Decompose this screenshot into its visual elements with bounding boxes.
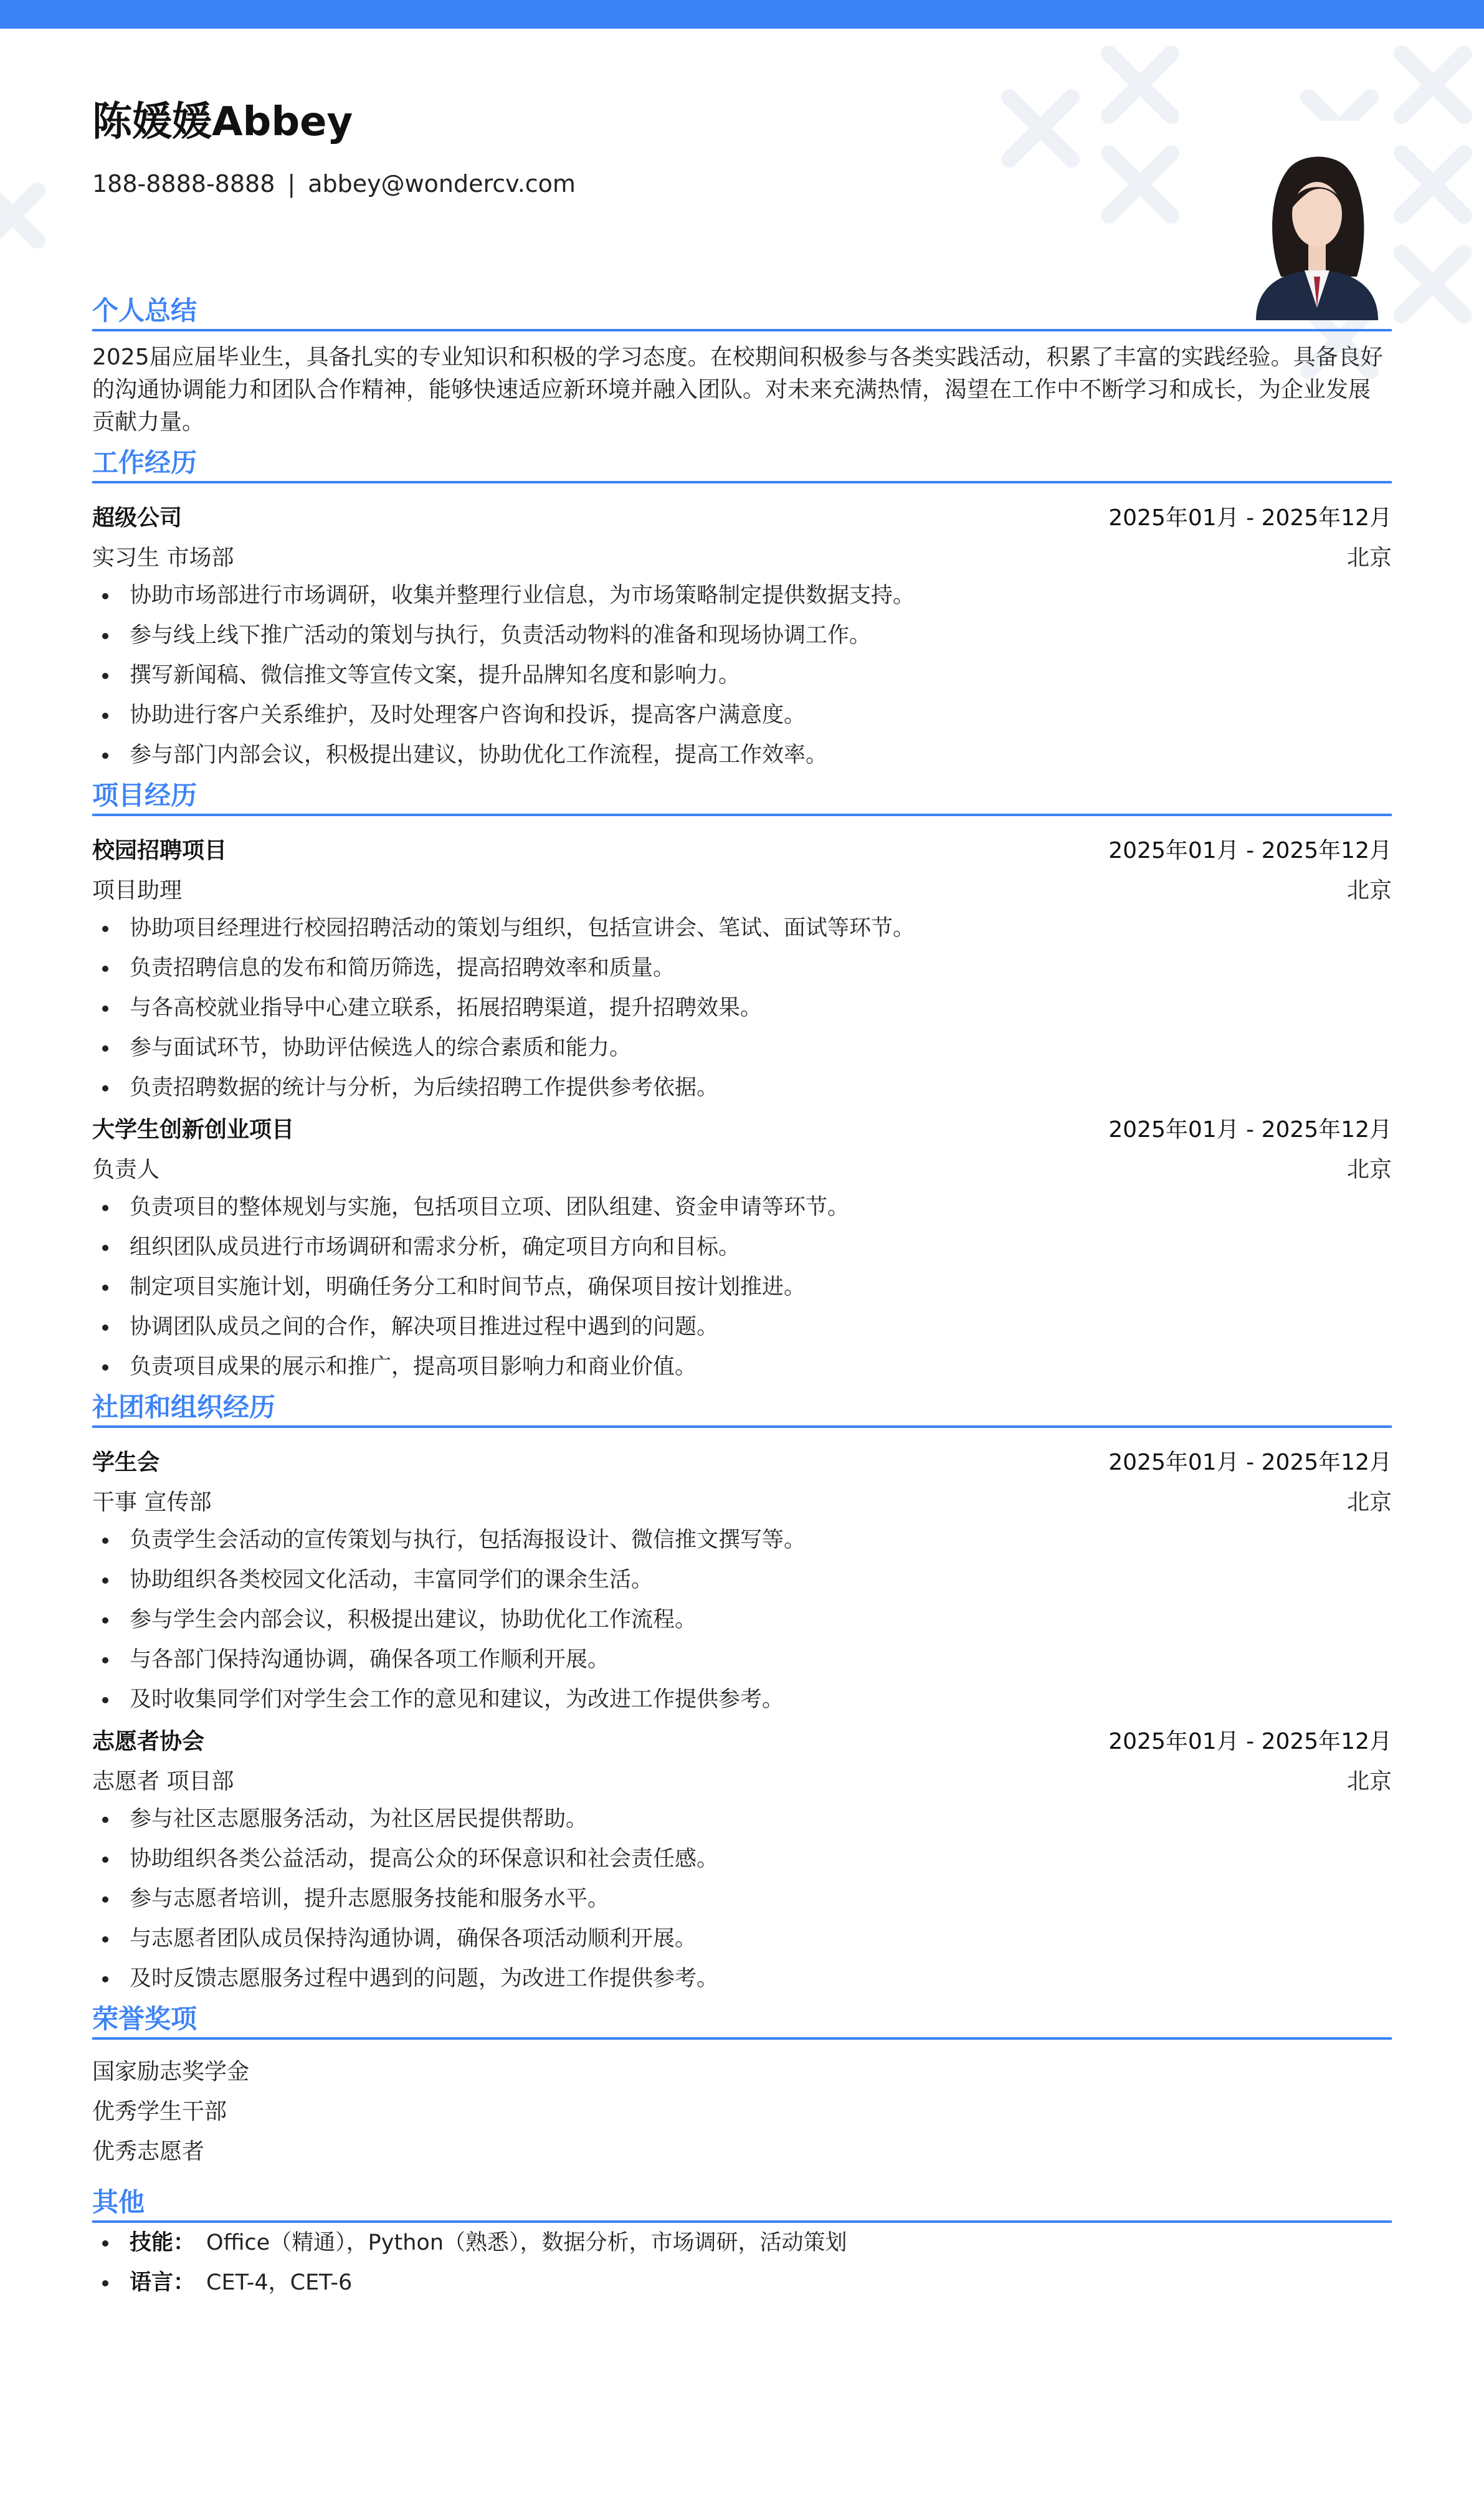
summary-section: [92, 290, 1392, 439]
entry-role: 干事 宣传部: [92, 1489, 212, 1515]
contact-separator: |: [287, 170, 296, 197]
projects-section-title: 项目经历: [92, 775, 1392, 816]
entry-date: 2025年01月 - 2025年12月: [1108, 1728, 1392, 1754]
list-item: 与志愿者团队成员保持沟通协调，确保各项活动顺利开展。: [92, 1919, 1392, 1959]
languages-label: 语言：: [130, 2270, 196, 2295]
entry-location: 北京: [1346, 1156, 1392, 1182]
entry-bullets: [92, 1187, 1392, 1387]
entry-role: 负责人: [92, 1156, 160, 1182]
entry-location: 北京: [1346, 1768, 1392, 1794]
entry-bullets: [92, 576, 1392, 775]
list-item: 撰写新闻稿、微信推文等宣传文案，提升品牌知名度和影响力。: [92, 655, 1392, 695]
resume-page: [92, 29, 1392, 2303]
list-item: 及时收集同学们对学生会工作的意见和建议，为改进工作提供参考。: [92, 1680, 1392, 1719]
entry-bullets: [92, 1520, 1392, 1719]
club-entry: [92, 1440, 1392, 1719]
skills-item: [92, 2223, 1392, 2263]
list-item: 协助进行客户关系维护，及时处理客户咨询和投诉，提高客户满意度。: [92, 695, 1392, 735]
entry-location: 北京: [1346, 877, 1392, 903]
work-section: [92, 442, 1392, 775]
project-entry: [92, 829, 1392, 1108]
awards-list: [92, 2052, 1392, 2172]
list-item: 协助组织各类校园文化活动，丰富同学们的课余生活。: [92, 1560, 1392, 1600]
candidate-name: 陈媛媛Abbey: [92, 99, 353, 145]
list-item: 及时反馈志愿服务过程中遇到的问题，为改进工作提供参考。: [92, 1959, 1392, 1999]
resume-header: [92, 29, 1392, 290]
list-item: 参与部门内部会议，积极提出建议，协助优化工作流程，提高工作效率。: [92, 735, 1392, 775]
entry-date: 2025年01月 - 2025年12月: [1108, 1449, 1392, 1475]
entry-location: 北京: [1346, 1489, 1392, 1515]
entry-role: 项目助理: [92, 877, 183, 903]
list-item: 协助项目经理进行校园招聘活动的策划与组织，包括宣讲会、笔试、面试等环节。: [92, 908, 1392, 948]
projects-section: [92, 775, 1392, 1387]
top-accent-bar: [0, 0, 1484, 29]
entry-organization: 学生会: [92, 1449, 160, 1475]
other-section: [92, 2182, 1392, 2303]
entry-date: 2025年01月 - 2025年12月: [1108, 837, 1392, 863]
list-item: 参与志愿者培训，提升志愿服务技能和服务水平。: [92, 1879, 1392, 1919]
award-item: 国家励志奖学金: [92, 2059, 250, 2085]
other-list: [92, 2223, 1392, 2303]
list-item: 负责项目成果的展示和推广，提高项目影响力和商业价值。: [92, 1347, 1392, 1387]
list-item: 与各高校就业指导中心建立联系，拓展招聘渠道，提升招聘效果。: [92, 988, 1392, 1028]
list-item: 参与线上线下推广活动的策划与执行，负责活动物料的准备和现场协调工作。: [92, 616, 1392, 655]
awards-section-title: 荣誉奖项: [92, 1999, 1392, 2040]
skills-label: 技能：: [130, 2230, 196, 2255]
other-section-title: 其他: [92, 2182, 1392, 2223]
clubs-section: [92, 1387, 1392, 1999]
entry-organization: 超级公司: [92, 505, 183, 531]
summary-section-title: 个人总结: [92, 290, 1392, 331]
list-item: 协调团队成员之间的合作，解决项目推进过程中遇到的问题。: [92, 1307, 1392, 1347]
list-item: 负责招聘信息的发布和简历筛选，提高招聘效率和质量。: [92, 948, 1392, 988]
skills-value: Office（精通），Python（熟悉），数据分析，市场调研，活动策划: [206, 2230, 847, 2255]
list-item: 参与学生会内部会议，积极提出建议，协助优化工作流程。: [92, 1600, 1392, 1640]
entry-role: 志愿者 项目部: [92, 1768, 234, 1794]
entry-bullets: [92, 908, 1392, 1108]
list-item: 组织团队成员进行市场调研和需求分析，确定项目方向和目标。: [92, 1227, 1392, 1267]
email-address: abbey@wondercv.com: [308, 170, 576, 197]
list-item: 参与面试环节，协助评估候选人的综合素质和能力。: [92, 1028, 1392, 1068]
list-item: 负责招聘数据的统计与分析，为后续招聘工作提供参考依据。: [92, 1068, 1392, 1108]
entry-date: 2025年01月 - 2025年12月: [1108, 505, 1392, 531]
award-item: 优秀学生干部: [92, 2099, 227, 2124]
award-item: 优秀志愿者: [92, 2139, 205, 2164]
list-item: 与各部门保持沟通协调，确保各项工作顺利开展。: [92, 1640, 1392, 1680]
languages-item: [92, 2263, 1392, 2303]
awards-section: [92, 1999, 1392, 2172]
entry-date: 2025年01月 - 2025年12月: [1108, 1116, 1392, 1143]
phone-number: 188-8888-8888: [92, 170, 275, 197]
work-section-title: 工作经历: [92, 442, 1392, 483]
list-item: 负责项目的整体规划与实施，包括项目立项、团队组建、资金申请等环节。: [92, 1187, 1392, 1227]
club-entry: [92, 1719, 1392, 1999]
list-item: 制定项目实施计划，明确任务分工和时间节点，确保项目按计划推进。: [92, 1267, 1392, 1307]
list-item: 协助组织各类公益活动，提高公众的环保意识和社会责任感。: [92, 1839, 1392, 1879]
contact-line: [92, 172, 576, 196]
entry-bullets: [92, 1799, 1392, 1999]
project-entry: [92, 1108, 1392, 1387]
list-item: 参与社区志愿服务活动，为社区居民提供帮助。: [92, 1799, 1392, 1839]
list-item: 负责学生会活动的宣传策划与执行，包括海报设计、微信推文撰写等。: [92, 1520, 1392, 1560]
entry-organization: 志愿者协会: [92, 1728, 205, 1754]
entry-location: 北京: [1346, 545, 1392, 571]
entry-organization: 校园招聘项目: [92, 837, 227, 863]
entry-role: 实习生 市场部: [92, 545, 234, 571]
summary-text: 2025届应届毕业生，具备扎实的专业知识和积极的学习态度。在校期间积极参与各类实践活动，积累了丰富的实践经验。具备良好的沟通协调能力和团队合作精神，能够快速适应新环境并融入团队。对未来充满热情，渴望在工作中不断学习和成长，为企业发展贡献力量。: [92, 345, 1383, 435]
entry-organization: 大学生创新创业项目: [92, 1116, 295, 1143]
list-item: 协助市场部进行市场调研，收集并整理行业信息，为市场策略制定提供数据支持。: [92, 576, 1392, 616]
languages-value: CET-4，CET-6: [206, 2270, 353, 2295]
work-entry: [92, 496, 1392, 775]
clubs-section-title: 社团和组织经历: [92, 1387, 1392, 1428]
